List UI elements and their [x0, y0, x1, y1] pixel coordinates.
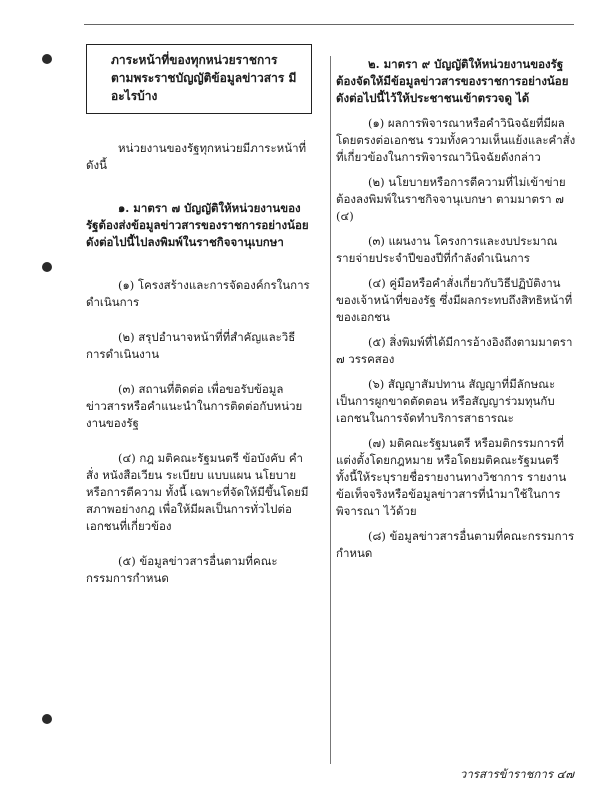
- section-1-item-5: (๕) ข้อมูลข่าวสารอื่นตามที่คณะกรรมการกำหนด: [86, 554, 278, 585]
- section-2-item-8: (๘) ข้อมูลข่าวสารอื่นตามที่คณะกรรมการกำหนด: [336, 529, 575, 560]
- section-2-heading: ๒. มาตรา ๙ บัญญัติให้หน่วยงานของรัฐต้องจัดให้มีข้อมูลข่าวสารของราชการอย่างน้อยดังต่อไปนี้ไว้ให้ประชาชนเข้าตรวจดู ได้: [336, 57, 569, 105]
- binder-hole-middle: [42, 262, 52, 272]
- section-2-item-4: (๔) คู่มือหรือคำสั่งเกี่ยวกับวิธีปฏิบัติงานของเจ้าหน้าที่ของรัฐ ซึ่งมีผลกระทบถึงสิทธิหน้าที่ของเอกชน: [336, 276, 573, 324]
- section-2-item-7: (๗) มติคณะรัฐมนตรี หรือมติกรรมการที่แต่งตั้งโดยกฎหมาย หรือโดยมติคณะรัฐมนตรี ทั้งนี้ให้ระบุรายชื่อรายงานทางวิชาการ รายงานข้อเท็จจริงหรือข้อมูลข่าวสารที่นำมาใช้ในการพิจารณา ไว้ด้วย: [336, 436, 567, 518]
- page-footer: วารสารข้าราชการ ๔๗: [459, 767, 574, 781]
- section-1-item-4: (๔) กฎ มติคณะรัฐมนตรี ข้อบังคับ คำสั่ง หนังสือเวียน ระเบียบ แบบแผน นโยบายหรือการตีความ ทั้งนี้ เฉพาะที่จัดให้มีขึ้นโดยมีสภาพอย่างกฎ เพื่อให้มีผลเป็นการทั่วไปต่อเอกชนที่เกี่ยวข้อง: [86, 451, 309, 533]
- section-2-item-3: (๓) แผนงาน โครงการและงบประมาณรายจ่ายประจำปีของปีที่กำลังดำเนินการ: [336, 234, 558, 265]
- section-1-item-2: (๒) สรุปอำนาจหน้าที่ที่สำคัญและวิธีการดำเนินงาน: [86, 330, 296, 361]
- top-rule: [84, 24, 574, 25]
- section-2-item-2: (๒) นโยบายหรือการตีความที่ไม่เข้าข่ายต้องลงพิมพ์ในราชกิจจานุเบกษา ตามมาตรา ๗ (๔): [336, 175, 566, 223]
- binder-hole-bottom: [42, 714, 52, 724]
- section-1-item-1: (๑) โครงสร้างและการจัดองค์กรในการดำเนินการ: [86, 278, 310, 309]
- right-column: [336, 56, 576, 562]
- binder-hole-top: [42, 54, 52, 64]
- left-column: [86, 44, 312, 587]
- section-1-heading: ๑. มาตรา ๗ บัญญัติให้หน่วยงานของรัฐต้องส่งข้อมูลข่าวสารของราชการอย่างน้อยดังต่อไปนี้ไปลงพิมพ์ในราชกิจจานุเบกษา: [86, 201, 309, 249]
- section-2-item-6: (๖) สัญญาสัมปทาน สัญญาที่มีลักษณะเป็นการผูกขาดตัดตอน หรือสัญญาร่วมทุนกับเอกชนในการจัดทำบริการสาธารณะ: [336, 377, 556, 425]
- section-1-item-3: (๓) สถานที่ติดต่อ เพื่อขอรับข้อมูลข่าวสารหรือคำแนะนำในการติดต่อกับหน่วยงานของรัฐ: [86, 382, 303, 430]
- intro-paragraph: หน่วยงานของรัฐทุกหน่วยมีภาระหน้าที่ดังนี้: [86, 141, 307, 172]
- column-divider: [330, 56, 331, 764]
- section-2-item-1: (๑) ผลการพิจารณาหรือคำวินิจฉัยที่มีผลโดยตรงต่อเอกชน รวมทั้งความเห็นแย้งและคำสั่งที่เกี่ยวข้องในการพิจารณาวินิจฉัยดังกล่าว: [336, 116, 576, 164]
- question-box: [86, 44, 312, 114]
- section-2-item-5: (๕) สิ่งพิมพ์ที่ได้มีการอ้างอิงถึงตามมาตรา ๗ วรรคสอง: [336, 335, 573, 366]
- question-title: ภาระหน้าที่ของทุกหน่วยราชการตามพระราชบัญญัติข้อมูลข่าวสาร มีอะไรบ้าง: [111, 53, 297, 103]
